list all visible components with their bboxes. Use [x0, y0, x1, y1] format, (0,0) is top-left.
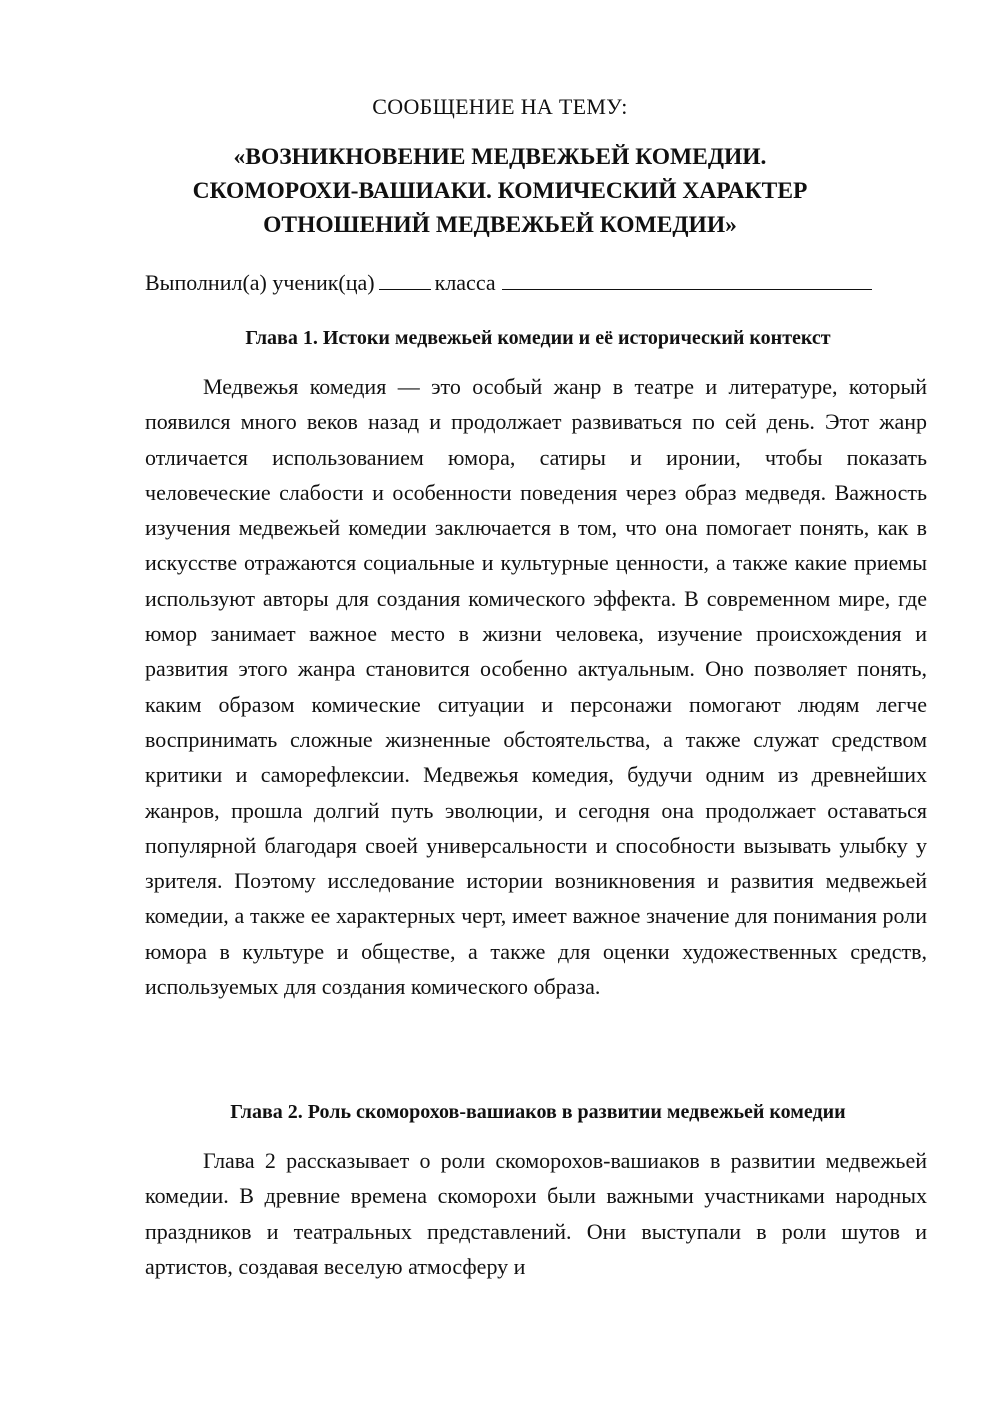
title-line-2: СКОМОРОХИ-ВАШИАКИ. КОМИЧЕСКИЙ ХАРАКТЕР — [192, 178, 808, 204]
class-number-blank — [379, 269, 431, 290]
name-blank — [502, 269, 872, 290]
chapter-1-paragraph: Медвежья комедия — это особый жанр в театре и литературе, который появился много веков назад и продолжает развиваться по сей день. Этот жанр отличается использованием юмора, сатиры и иронии, чтобы показать человеческие слабости и особенности поведения через образ медведя. Важность изучения медвежьей комедии заключается в том, что она помогает понять, как в искусстве отражаются социальные и культурные ценности, а также какие приемы используют авторы для создания комического эффекта. В современном мире, где юмор занимает важное место в жизни человека, изучение происхождения и развития этого жанра становится особенно актуальным. Оно позволяет понять, каким образом комические ситуации и персонажи помогают людям легче воспринимать сложные жизненные обстоятельства, а также служат средством критики и саморефлексии. Медвежья комедия, будучи одним из древнейших жанров, прошла долгий путь эволюции, и сегодня она продолжает оставаться популярной благодаря своей универсальности и способности вызывать улыбку у зрителя. Поэтому исследование истории возникновения и развития медвежьей комедии, а также ее характерных черт, имеет важное значение для понимания роли юмора в культуре и обществе, а также для оценки художественных средств, используемых для создания комического образа. — [145, 374, 927, 1000]
performer-label: Выполнил(а) ученик(ца) — [145, 270, 375, 295]
chapter-2-paragraph: Глава 2 рассказывает о роли скоморохов-вашиаков в развитии медвежьей комедии. В древние времена скоморохи были важными участниками народных праздников и театральных представлений. Они выступали в роли шутов и артистов, создавая веселую атмосферу и — [145, 1148, 927, 1279]
performer-line — [145, 269, 872, 296]
class-label: класса — [434, 270, 496, 295]
topic-heading: СООБЩЕНИЕ НА ТЕМУ: — [372, 94, 628, 119]
title-line-1: «ВОЗНИКНОВЕНИЕ МЕДВЕЖЬЕЙ КОМЕДИИ. — [233, 144, 767, 170]
chapter-2-heading: Глава 2. Роль скоморохов-вашиаков в развитии медвежьей комедии — [230, 1101, 846, 1123]
chapter-1-heading: Глава 1. Истоки медвежьей комедии и её исторический контекст — [245, 327, 831, 349]
title-line-3: ОТНОШЕНИЙ МЕДВЕЖЬЕЙ КОМЕДИИ» — [263, 212, 737, 238]
